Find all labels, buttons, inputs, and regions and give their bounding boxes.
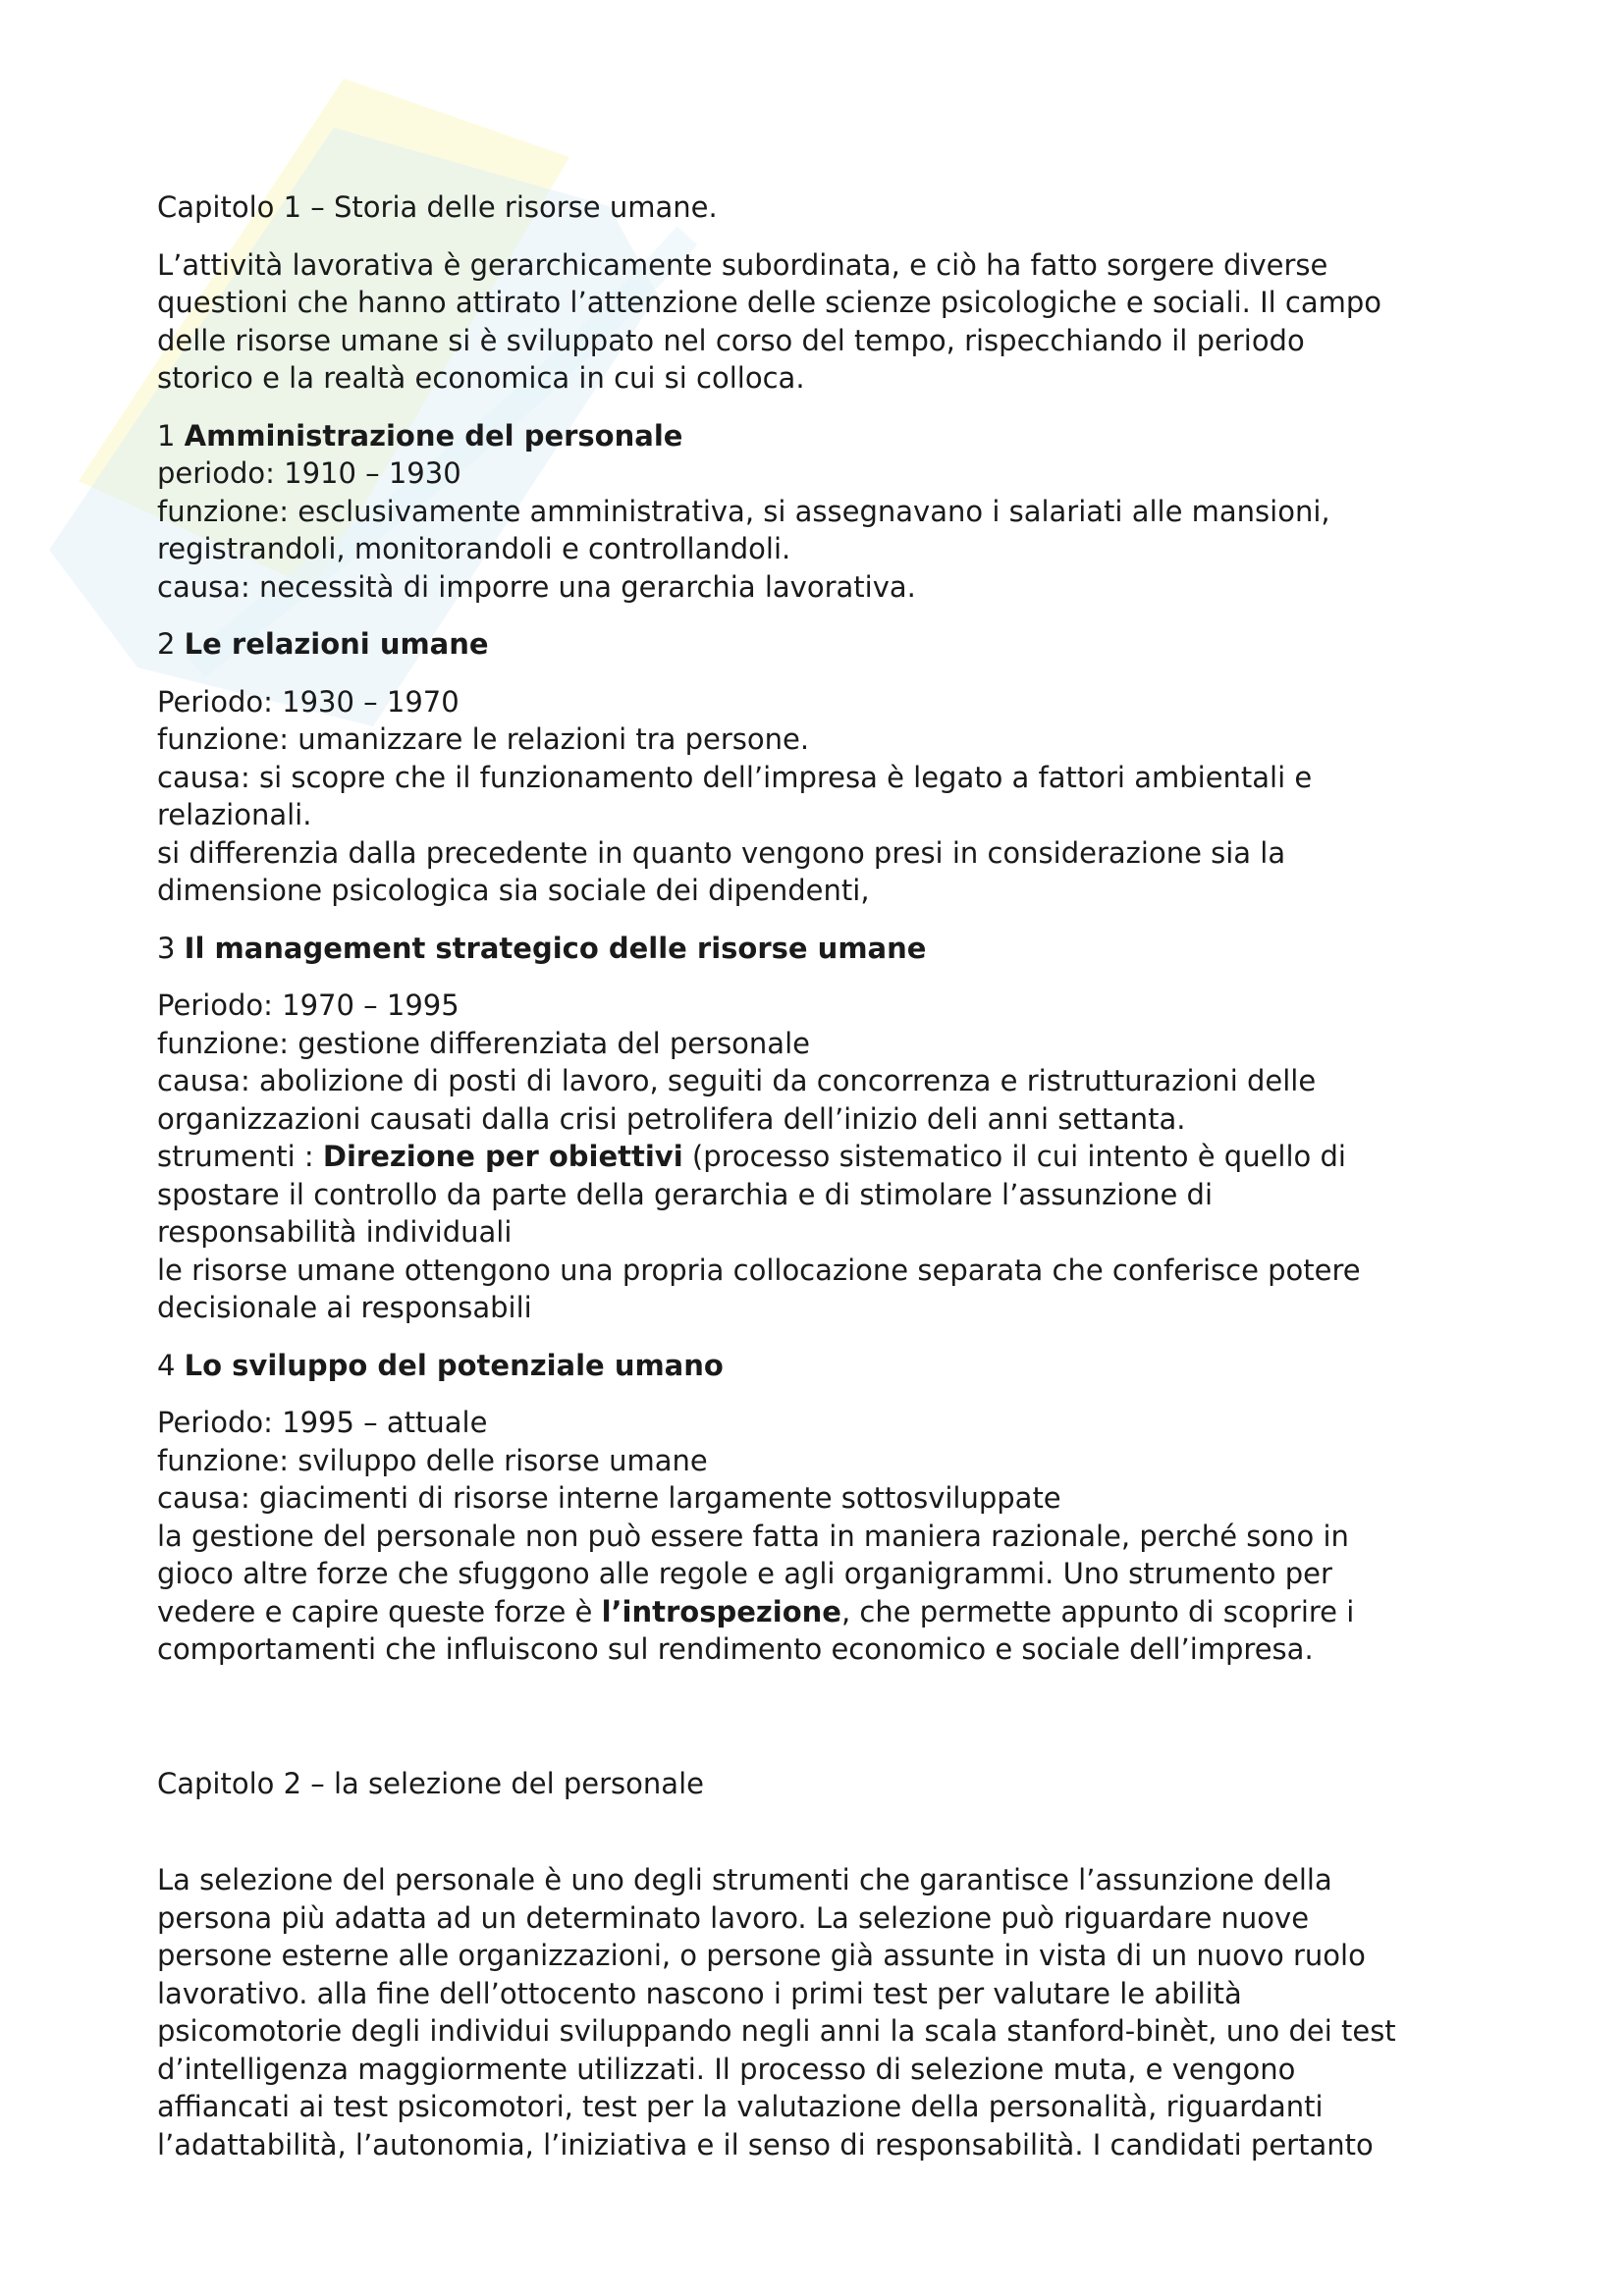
introspezione: l’introspezione (601, 1594, 841, 1629)
section-3-body: Periodo: 1970 – 1995 funzione: gestione differenziata del personale causa: abolizione di posti di lavoro, seguiti da concorrenza e ristrutturazioni delle organizzazioni causati dalla crisi petrolifera dell’inizio deli anni settanta. strumenti : Direzione per obiettivi (processo sistematico il cui intento è quello di spostare il controllo da parte della gerarchia e di stimolare l’assunzione di responsabilità individuali le risorse umane ottengono una propria collocazione separata che conferisce potere decisionale ai responsabili (157, 988, 1361, 1324)
section-3-heading: 3 Il management strategico delle risorse umane (157, 931, 927, 965)
direzione-per-obiettivi: Direzione per obiettivi (322, 1140, 683, 1173)
chapter-2-title: Capitolo 2 – la selezione del personale (157, 1766, 704, 1800)
spacer (157, 1822, 1492, 1861)
section-4-heading: 4 Lo sviluppo del potenziale umano (157, 1348, 724, 1382)
section-2-heading: 2 Le relazioni umane (157, 627, 489, 661)
section-4-body: Periodo: 1995 – attuale funzione: sviluppo delle risorse umane causa: giacimenti di risorse interne largamente sottosviluppate la gestione del personale non può essere fatta in maniera razionale, perché sono in gioco altre forze che sfuggono alle regole e agli organigrammi. Uno strumento per vedere e capire queste forze è l’introspezione, che permette appunto di scoprire i comportamenti che influiscono sul rendimento economico e sociale dell’impresa. (157, 1406, 1355, 1666)
spacer (157, 1688, 1492, 1765)
chapter-1-intro: L’attività lavorativa è gerarchicamente subordinata, e ciò ha fatto sorgere diverse questioni che hanno attirato l’attenzione delle scienze psicologiche e sociali. Il campo delle risorse umane si è sviluppato nel corso del tempo, rispecchiando il periodo storico e la realtà economica in cui si colloca. (157, 247, 1382, 395)
section-1-heading: Amministrazione del personale (184, 418, 683, 453)
chapter-1-title: Capitolo 1 – Storia delle risorse umane. (157, 190, 718, 224)
section-1: 1 Amministrazione del personale periodo: 1910 – 1930 funzione: esclusivamente amministrativa, si assegnavano i salariati alle mansioni, registrandoli, monitorandoli e controllandoli. causa: necessità di imporre una gerarchia lavorativa. (157, 418, 1330, 604)
section-2-body: Periodo: 1930 – 1970 funzione: umanizzare le relazioni tra persone. causa: si scopre che il funzionamento dell’impresa è legato a fattori ambientali e relazionali. si differenzia dalla precedente in quanto vengono presi in considerazione sia la dimensione psicologica sia sociale dei dipendenti, (157, 684, 1313, 907)
chapter-2-body: La selezione del personale è uno degli strumenti che garantisce l’assunzione della persona più adatta ad un determinato lavoro. La selezione può riguardare nuove persone esterne alle organizzazioni, o persone già assunte in vista di un nuovo ruolo lavorativo. alla fine dell’ottocento nascono i primi test per valutare le abilità psicomotorie degli individui sviluppando negli anni la scala stanford-binèt, uno dei test d’intelligenza maggiormente utilizzati. Il processo di selezione muta, e vengono affiancati ai test psicomotori, test per la valutazione della personalità, riguardanti l’adattabilità, l’autonomia, l’iniziativa e il senso di responsabilità. I candidati pertanto (157, 1863, 1396, 2162)
document-page (157, 188, 1492, 2183)
